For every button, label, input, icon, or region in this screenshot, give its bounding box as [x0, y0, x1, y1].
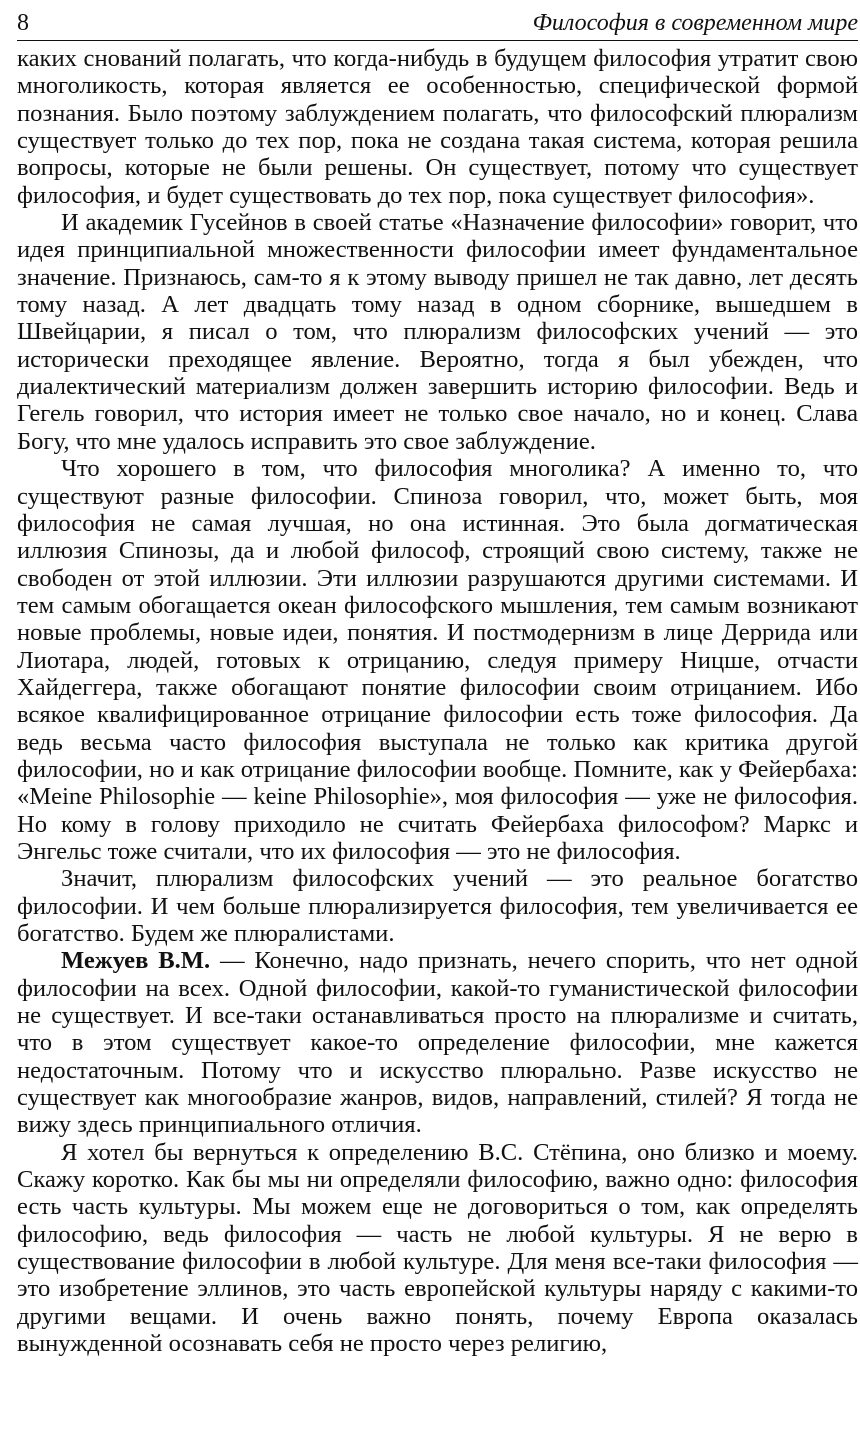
speaker-name: Межуев В.М. — [61, 947, 211, 975]
paragraph-conclusion: Значит, плюрализм философских учений — это реальное богатство философии. И чем больше плюрализируется философия, тем увеличивается ее богатство. Будем же плюралистами. — [17, 865, 858, 947]
running-header — [17, 8, 858, 41]
page-number: 8 — [17, 10, 29, 36]
paragraph-mezhuev — [17, 947, 858, 1138]
paragraph-guseinov: И академик Гусейнов в своей статье «Назначение философии» говорит, что идея принципиальной множественности философии имеет фундаментальное значение. Признаюсь, сам-то я к этому выводу пришел не так давно, лет десять тому назад. А лет двадцать тому назад в одном сборнике, вышедшем в Швейцарии, я писал о том, что плюрализм философских учений — это исторически преходящее явление. Вероятно, тогда я был убежден, что диалектический материализм должен завершить историю философии. Ведь и Гегель говорил, что история имеет не только свое начало, но и конец. Слава Богу, что мне удалось исправить это свое заблуждение. — [17, 209, 858, 455]
paragraph-pluralism: Что хорошего в том, что философия многолика? А именно то, что существуют разные философии. Спиноза говорил, что, может быть, моя философия не самая лучшая, но она истинная. Это была догматическая иллюзия Спинозы, да и любой философ, строящий свою систему, также не свободен от этой иллюзии. Эти иллюзии разрушаются другими системами. И тем самым обогащается океан философского мышления, тем самым возникают новые проблемы, новые идеи, понятия. И постмодернизм в лице Деррида или Лиотара, людей, готовых к отрицанию, следуя примеру Ницше, отчасти Хайдеггера, также обогащают понятие философии своим отрицанием. Ибо всякое квалифицированное отрицание философии есть тоже философия. Да ведь весьма часто философия выступала не только как критика другой философии, но и как отрицание философии вообще. Помните, как у Фейербаха: «Meine Philosophie — keine Philosophie», моя философия — уже не философия. Но кому в голову приходило не считать Фейербаха философом? Маркс и Энгельс тоже считали, что их философия — это не философия. — [17, 455, 858, 865]
page-body — [17, 45, 858, 1358]
paragraph-continuation: каких снований полагать, что когда-нибудь в будущем философия утратит свою многоликость, которая является ее особенностью, специфической формой познания. Было поэтому заблуждением полагать, что философский плюрализм существует только до тех пор, пока не создана такая система, которая решила вопросы, которые не были решены. Он существует, потому что существует философия, и будет существовать до тех пор, пока существует философия». — [17, 45, 858, 209]
paragraph-stepin: Я хотел бы вернуться к определению В.С. Стёпина, оно близко и моему. Скажу коротко. Как бы мы ни определяли философию, важно одно: философия есть часть культуры. Мы можем еще не договориться о том, как определять философию, ведь философия — часть не любой культуры. Я не верю в существование философии в любой культуре. Для меня все-таки философия — это изобретение эллинов, это часть европейской культуры наряду с какими-то другими вещами. И очень важно понять, почему Европа оказалась вынужденной осознавать себя не просто через религию, — [17, 1138, 858, 1358]
running-title: Философия в современном мире — [532, 10, 858, 36]
speaker-text: — Конечно, надо признать, нечего спорить, что нет одной философии на всех. Одной философии, какой-то гуманистической философии не существует. И все-таки останавливаться просто на плюрализме и считать, что в этом существует какое-то определение философии, мне кажется недостаточным. Потому что и искусство плюрально. Разве искусство не существует как многообразие жанров, видов, направлений, стилей? Я тогда не вижу здесь принципиального отличия. — [17, 947, 858, 1139]
